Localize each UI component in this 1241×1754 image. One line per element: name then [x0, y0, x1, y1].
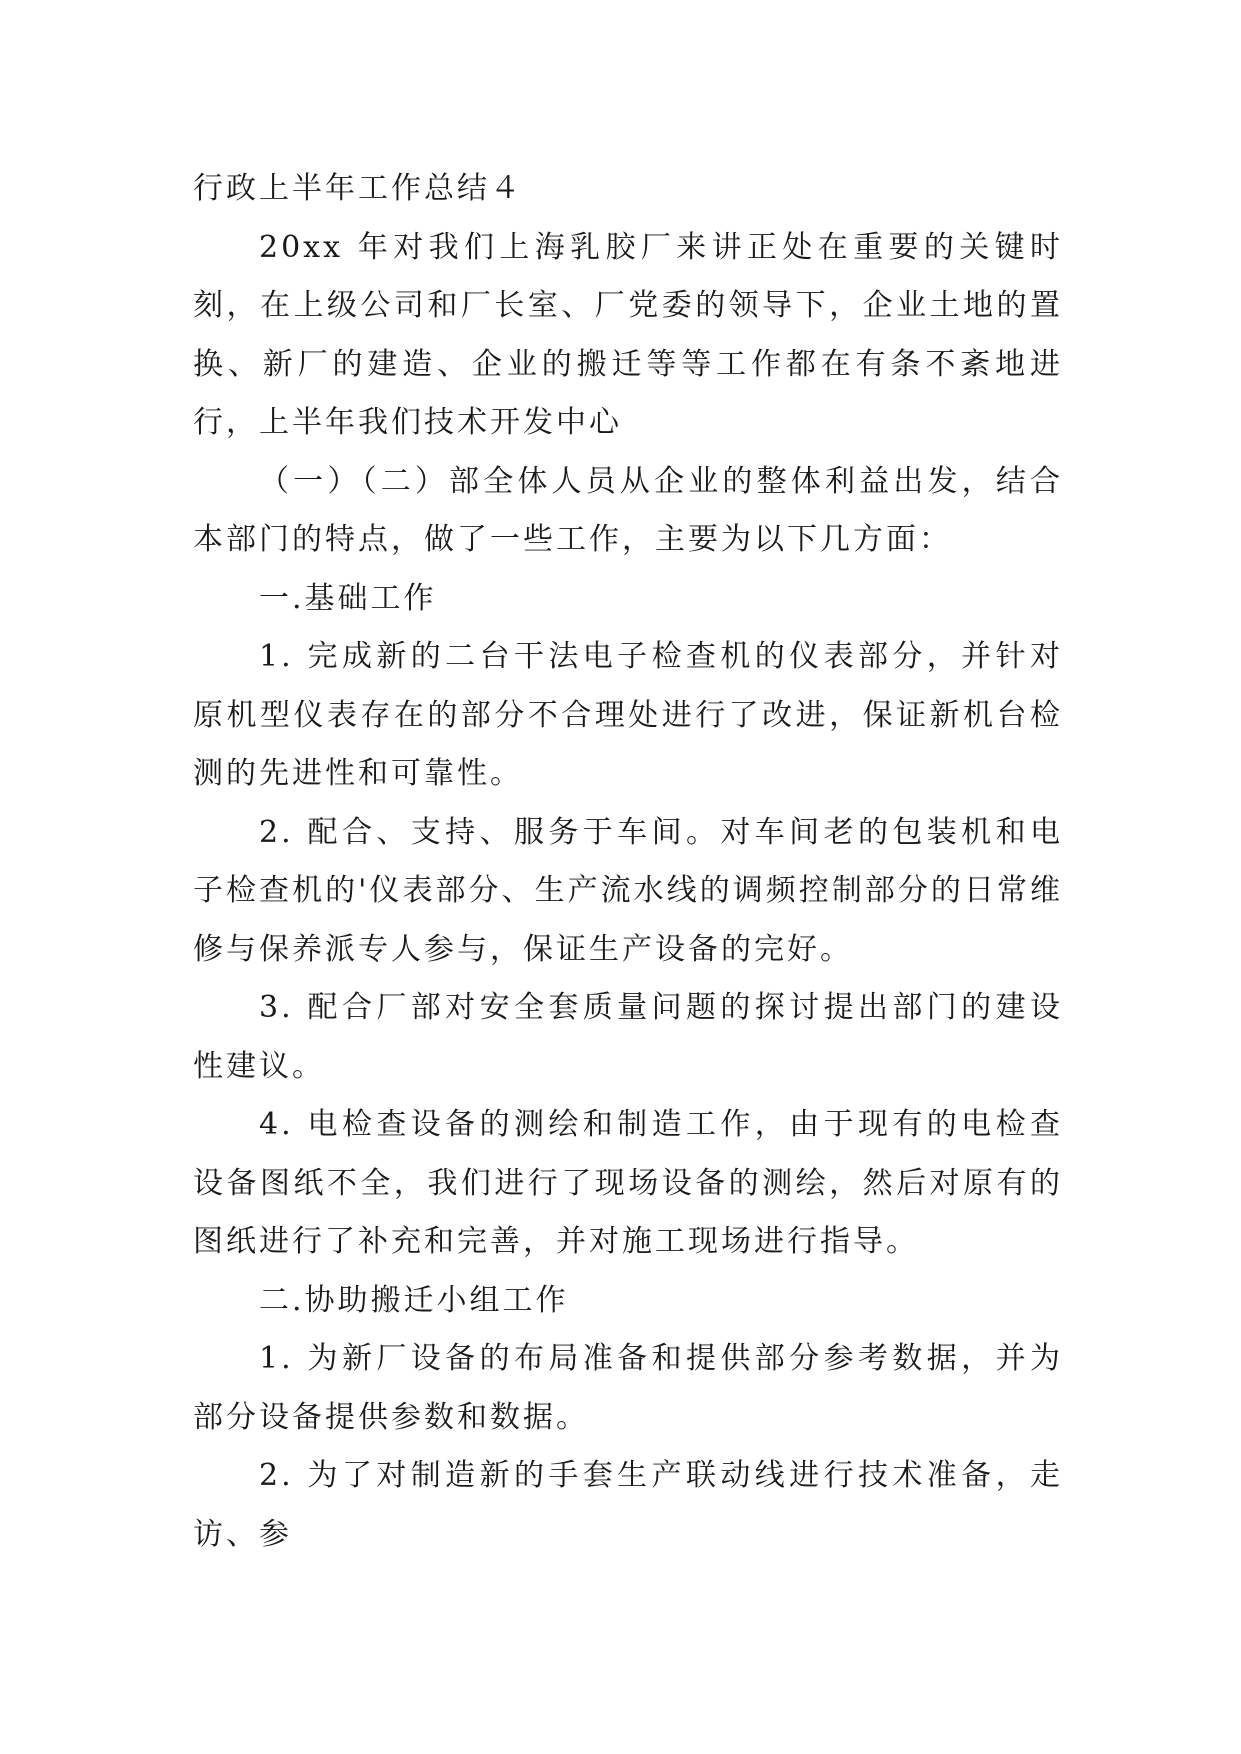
paragraph: 4. 电检查设备的测绘和制造工作，由于现有的电检查设备图纸不全，我们进行了现场设备的测绘，然后对原有的图纸进行了补充和完善，并对施工现场进行指导。 [193, 1107, 1063, 1259]
document-body [193, 160, 1063, 1564]
document-title: 行政上半年工作总结４ [193, 171, 523, 206]
paragraph: 2. 为了对制造新的手套生产联动线进行技术准备，走访、参 [193, 1458, 1063, 1552]
paragraph: 2. 配合、支持、服务于车间。对车间老的包装机和电子检查机的'仪表部分、生产流水线的调频控制部分的日常维修与保养派专人参与，保证生产设备的完好。 [193, 814, 1063, 967]
paragraph: 20xx 年对我们上海乳胶厂来讲正处在重要的关键时刻，在上级公司和厂长室、厂党委的领导下，企业土地的置换、新厂的建造、企业的搬迁等等工作都在有条不紊地进行，上半年我们技术开发中心 [193, 229, 1063, 440]
paragraph: 3. 配合厂部对安全套质量问题的探讨提出部门的建设性建议。 [193, 990, 1063, 1084]
paragraph: 1. 完成新的二台干法电子检查机的仪表部分，并针对原机型仪表存在的部分不合理处进行了改进，保证新机台检测的先进性和可靠性。 [193, 639, 1063, 791]
section-heading: 二.协助搬迁小组工作 [259, 1282, 569, 1318]
paragraph: （一）（二）部全体人员从企业的整体利益出发，结合本部门的特点，做了一些工作，主要为以下几方面： [193, 463, 1063, 557]
section-heading: 一.基础工作 [259, 580, 437, 616]
paragraph: 1. 为新厂设备的布局准备和提供部分参考数据，并为部分设备提供参数和数据。 [193, 1341, 1063, 1435]
